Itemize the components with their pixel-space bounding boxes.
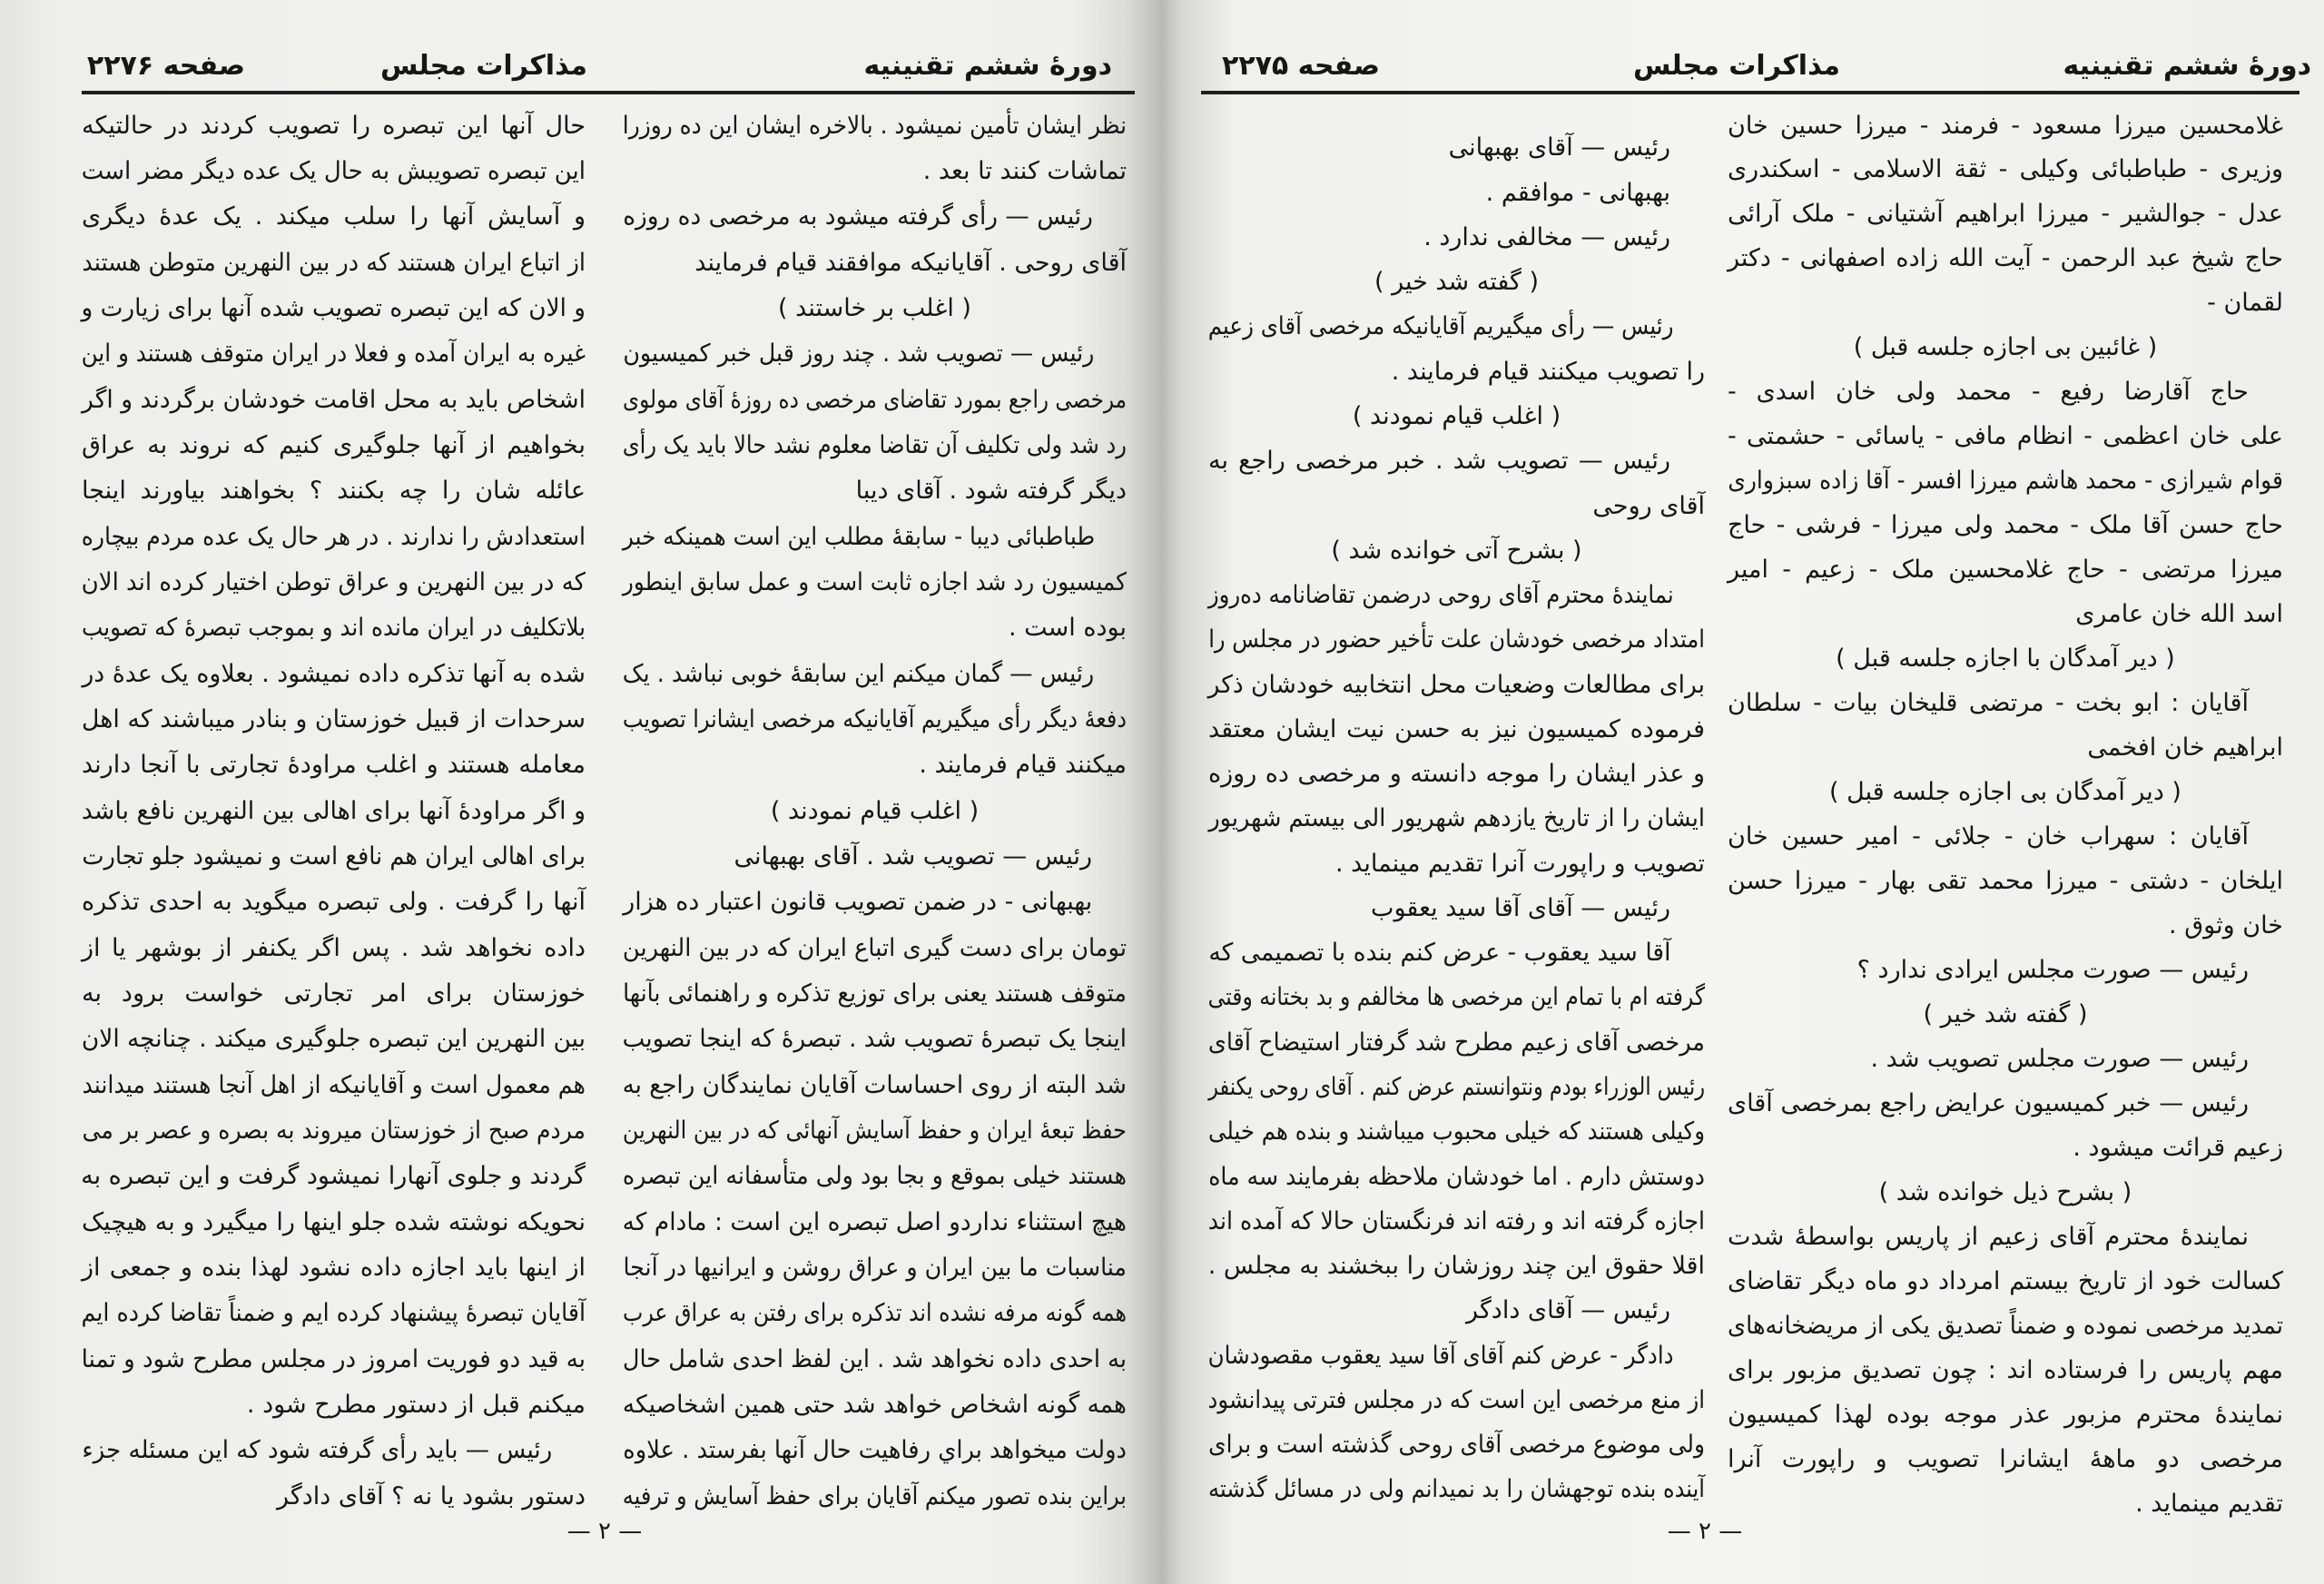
text-line: از منع مرخصی این است که در مجلس فترتی پیدانشود — [1207, 1385, 1705, 1414]
text-line: اینجا یک تبصرهٔ تصویب شد . تبصرهٔ که اینجا تصویب — [622, 1025, 1127, 1054]
paragraph — [1208, 304, 1705, 394]
text-line: اجازه گرفته اند و رفته اند فرنگستان حالا که آمده اند — [1207, 1206, 1705, 1235]
text-line: به احدی داده نخواهد شد . این لفظ احدی شامل حال — [622, 1344, 1127, 1373]
text-line: مرخصی آقای زعیم مطرح شد گرفتار استیضاح آقای — [1207, 1028, 1705, 1057]
stage-note: ( دیر آمدگان با اجازه جلسه قبل ) — [1836, 644, 2175, 674]
header-rule — [1201, 91, 2299, 94]
stage-note: ( بشرح آتی خوانده شد ) — [1331, 536, 1582, 565]
text-line: رئیس — مخالفی ندارد . — [1423, 222, 1670, 251]
text-line: از اینها باید اجازه داده نشود لهذا بنده و جمعی از — [82, 1254, 586, 1282]
paragraph — [82, 1428, 586, 1520]
text-column-right — [1728, 104, 2283, 1527]
text-line: طباطبائی دیبا - سابقهٔ مطلب این است همینکه خبر — [622, 522, 1096, 551]
text-line: معامله هستند و اغلب مراودهٔ تجارتی با آنجا دارند — [82, 751, 586, 780]
text-line: رئیس — صورت مجلس تصویب شد . — [1870, 1044, 2249, 1073]
page-number-label: صفحه ۲۲۷۶ — [86, 50, 245, 82]
text-line: بلاتکلیف در ایران مانده اند و بموجب تبصرهٔ که تصویب — [82, 614, 586, 643]
text-line: میکنم قبل از دستور مطرح شود . — [246, 1390, 586, 1419]
text-line: تقدیم مینماید . — [2135, 1489, 2283, 1518]
text-line: و الان که این تبصره تصویب شده آنها برای زیارت و — [81, 294, 586, 323]
text-line: سرحدات از قبیل خوزستان و بنادر میباشند که اهل — [81, 705, 586, 734]
text-line: رئیس — باید رأی گرفته شود که این مسئله جزء — [82, 1436, 553, 1465]
text-line: دیگر گرفته شود . آقای دیبا — [855, 477, 1127, 506]
text-line: مناسبات ما بین ایران و عراق روشن و ایرانیها در آنجا — [623, 1254, 1127, 1282]
text-line: ابراهیم خان افخمی — [2087, 733, 2283, 762]
text-line: رئیس — رأی میگیریم آقایانیکه مرخصی آقای زعیم — [1207, 312, 1674, 341]
text-line: تماشات کنند تا بعد . — [922, 157, 1127, 186]
text-line: رئیس — آقای آقا سید یعقوب — [1371, 893, 1670, 922]
text-line: بوده است . — [1008, 614, 1127, 643]
paragraph — [623, 515, 1127, 652]
text-line: آینده بنده توجهشان را بد نمیدانم ولی در مسائل گذشته — [1208, 1475, 1705, 1504]
text-line: رئیس — تصویب شد . خبر مرخصی راجع به — [1208, 447, 1670, 476]
paragraph — [623, 194, 1127, 286]
text-line: بهبهانی - موافقم . — [1485, 178, 1670, 207]
text-line: ولی موضوع مرخصی آقای روحی گذشته است و برای — [1208, 1431, 1705, 1460]
text-line: این تبصره تصویبش به حال یک عده دیگر مضر است — [81, 157, 586, 186]
paragraph — [1208, 171, 1705, 215]
text-line: تومان برای دست گیری اتباع ایران که در بین النهرین — [622, 933, 1127, 962]
text-line: اشخاص باید به محل اقامت خودشان برگردند و اگر — [82, 385, 586, 414]
text-line: رئیس الوزراء بودم ونتوانستم عرض کنم . آقای روحی یکنفر — [1208, 1072, 1705, 1101]
text-line: شد البته از روی احساسات آقایان نمایندگان راجع به — [622, 1070, 1127, 1099]
footer-page-number: — ۲ — — [1667, 1518, 1743, 1545]
paragraph — [1728, 1038, 2283, 1082]
paragraph — [1208, 438, 1705, 528]
text-line: مردم صبح از خوزستان میروند به بصره و عصر بر می — [82, 1117, 586, 1146]
paragraph — [1208, 1288, 1705, 1333]
text-line: زعیم قرائت میشود . — [2073, 1133, 2283, 1162]
paragraph — [1208, 573, 1705, 886]
text-line: قوام شیرازی - محمد هاشم میرزا افسر - آقا زاده سبزواری — [1728, 467, 2283, 496]
text-line: مرخصی راجع بمورد تقاضای مرخصی ده روزهٔ آقای مولوی — [623, 385, 1127, 414]
text-line: دولت میخواهد براي رفاهیت حال آنها بفرستد . علاوه — [623, 1436, 1127, 1465]
paragraph — [623, 331, 1127, 514]
text-line: و عذر ایشان را موجه دانسته و مرخصی ده روزه — [1208, 760, 1705, 789]
text-line: رئیس — صورت مجلس ایرادی ندارد ؟ — [1856, 955, 2249, 984]
stage-note: ( بشرح ذیل خوانده شد ) — [1878, 1177, 2132, 1206]
text-line: رئیس — آقای بهبهانی — [1448, 133, 1670, 162]
text-line: آقای روحی . آقایانیکه موافقند قیام فرمایند — [694, 248, 1127, 277]
paragraph — [1208, 1333, 1705, 1512]
paragraph — [1728, 104, 2283, 327]
text-line: رد شد ولی تکلیف آن تقاضا معلوم نشد حالا باید یک رأی — [622, 431, 1127, 460]
text-column-left — [82, 103, 586, 1520]
text-line: امتداد مرخصی خودشان علت تأخیر حضور در مجلس را — [1208, 625, 1705, 654]
text-line: به قید دو فوریت امروز در مجلس مطرح شود و تمنا — [81, 1344, 586, 1373]
text-line: آقایان : ابو بخت - مرتضی قلیخان بیات - سلطان — [1728, 689, 2249, 718]
stage-note: ( گفته شد خیر ) — [1374, 268, 1540, 297]
paragraph — [1208, 215, 1705, 260]
text-line: نظر ایشان تأمین نمیشود . بالاخره ایشان این ده روزرا — [622, 111, 1127, 140]
text-line: که در بین النهرین و عراق توطن اختیار کرده اند الان — [81, 568, 586, 597]
paragraph — [623, 880, 1127, 1520]
text-line: دادگر - عرض کنم آقای آقا سید یعقوب مقصودشان — [1207, 1341, 1674, 1370]
text-line: وکیلی هستند که خیلی محبوب میباشند و بنده هم خیلی — [1208, 1117, 1705, 1146]
text-line: رئیس — رأی گرفته میشود به مرخصی ده روزه — [623, 202, 1093, 231]
paragraph — [1208, 930, 1705, 1288]
text-line: خان وثوق . — [2169, 910, 2283, 940]
text-column-right — [623, 103, 1127, 1520]
text-line: دوستش دارم . اما خودشان ملاحظه بفرمایند سه ماه — [1208, 1162, 1705, 1191]
text-line: نمایندهٔ محترم مزبور عذر موجه بوده لهذا کمیسیون — [1728, 1400, 2283, 1429]
paragraph — [623, 834, 1127, 880]
text-line: کسالت خود از تاریخ بیستم امرداد دو ماه دیگر تقاضای — [1728, 1266, 2283, 1295]
text-line: گردند و جلوی آنهارا نمیشود گرفت و این تبصره به — [81, 1162, 586, 1191]
text-line: خوزستان برای امر تجارتی خواست برود به — [82, 979, 586, 1008]
text-line: حاج حسن آقا ملک - محمد ولی میرزا - فرشی - حاج — [1728, 511, 2283, 540]
page-2275 — [1162, 0, 2324, 1584]
paragraph — [623, 652, 1127, 789]
paragraph — [1728, 949, 2283, 993]
text-line: تصویب و راپورت آنرا تقدیم مینماید . — [1334, 849, 1705, 878]
text-line: حال آنها این تبصره را تصویب کردند در حالتیکه — [82, 111, 586, 140]
text-line: غیره به ایران آمده و فعلا در ایران متوقف هستند و این — [81, 339, 586, 369]
text-line: بخواهیم از آنها جلوگیری کنیم که نروند به عراق — [82, 431, 586, 460]
stage-note: ( دیر آمدگان بی اجازه جلسه قبل ) — [1829, 778, 2181, 807]
text-line: هیچ استثناء نداردو اصل تبصره این است : مادام که — [622, 1207, 1127, 1236]
text-line: آقای روحی — [1592, 491, 1705, 520]
text-line: آقایان : سهراب خان - جلائی - امیر حسین خان — [1728, 822, 2249, 851]
paragraph — [1728, 1215, 2283, 1527]
text-line: را تصویب میکنند قیام فرمایند . — [1391, 357, 1705, 386]
text-line: مرخصی دو ماههٔ ایشانرا تصویب و راپورت آنرا — [1728, 1444, 2283, 1473]
stage-note: ( گفته شد خیر ) — [1923, 999, 2088, 1028]
text-line: آنها را گرفت . ولی تبصره میگوید به احدی تذکره — [82, 888, 586, 917]
text-line: اقلا حقوق این چند روزشان را ببخشند به مجلس . — [1207, 1252, 1705, 1281]
paragraph — [1208, 886, 1705, 930]
text-line: رئیس — تصویب شد . آقای بهبهانی — [734, 842, 1092, 871]
text-line: و آسایش آنها را سلب میکند . یک عدهٔ دیگری — [82, 202, 586, 231]
text-line: بهبهانی - در ضمن تصویب قانون اعتبار ده هزار — [623, 888, 1093, 917]
text-line: حاج شیخ عبد الرحمن - آیت الله زاده اصفهانی - دکتر — [1728, 244, 2283, 273]
stage-note: ( اغلب بر خاستند ) — [778, 294, 971, 323]
text-line: مهم پاریس را فرستاده اند : چون تصدیق مزبور برای — [1728, 1355, 2283, 1384]
session-label: دورهٔ ششم تقنینیه — [863, 50, 1112, 82]
text-line: هستند خیلی بموقع و بجا بود ولی متأسفانه این تبصره — [622, 1162, 1127, 1191]
text-line: همه گونه اشخاص خواهد شد حتی همین اشخاصیکه — [622, 1390, 1127, 1419]
text-line: وزیری - طباطبائی وکیلی - ثقة الاسلامی - اسکندری — [1728, 155, 2283, 184]
paragraph — [82, 103, 586, 1429]
text-line: برای مطالعات وضعیات محل انتخابیه خودشان ذکر — [1207, 670, 1705, 699]
text-line: داده نخواهد شد . پس اگر یکنفر از بوشهر یا از — [82, 933, 586, 962]
text-line: دستور بشود یا نه ؟ آقای دادگر — [277, 1481, 586, 1510]
text-line: میکنند قیام فرمایند . — [919, 751, 1127, 780]
paragraph — [623, 103, 1127, 195]
text-line: عائله شان را چه بکنند ؟ بخواهند بیاورند اینجا — [82, 477, 586, 506]
text-line: رئیس — آقای دادگر — [1466, 1296, 1670, 1325]
paragraph — [1208, 125, 1705, 170]
text-line: برای اهالی ایران هم نافع است و نمیشود جلو تجارت — [82, 842, 586, 871]
stage-note: ( اغلب قیام نمودند ) — [770, 796, 980, 825]
text-line: نمایندهٔ محترم آقای زعیم از پاریس بواسطهٔ شدت — [1728, 1222, 2249, 1251]
paragraph — [1728, 370, 2283, 637]
journal-title: مذاکرات مجلس — [1632, 50, 1840, 82]
text-line: استعدادش را ندارند . در هر حال یک عده مردم بیچاره — [81, 522, 586, 551]
text-line: اسد الله خان عامری — [2075, 600, 2283, 629]
journal-title: مذاکرات مجلس — [379, 50, 587, 82]
text-line: غلامحسین میرزا مسعود - فرمند - میرزا حسین خان — [1728, 111, 2283, 140]
text-line: دفعهٔ دیگر رأی میگیریم آقایانیکه مرخصی ایشانرا تصویب — [622, 705, 1127, 734]
paragraph — [1728, 815, 2283, 949]
text-line: میرزا مرتضی - حاج غلامحسین ملک - زعیم - امیر — [1728, 556, 2283, 585]
text-line: تمدید مرخصی نموده و ضمناً تصدیق یکی از مریضخانه‌های — [1728, 1311, 2283, 1340]
text-line: حفظ تبعهٔ ایران و حفظ آسایش آنهائی که در بین النهرین — [622, 1117, 1127, 1146]
text-line: گرفته ام با تمام این مرخصی ها مخالفم و بد بختانه وقتی — [1207, 983, 1705, 1012]
text-line: ایشان را از تاریخ یازدهم شهریور الی بیستم شهریور — [1208, 804, 1705, 833]
header-rule — [82, 91, 1135, 94]
stage-note: ( غائبین بی اجازه جلسه قبل ) — [1853, 333, 2158, 362]
text-line: براین بنده تصور میکنم آقایان برای حفظ آسایش و ترفیه — [622, 1481, 1127, 1510]
text-line: نمایندهٔ محترم آقای روحی درضمن تقاضانامه ده‌روز — [1207, 581, 1674, 610]
paragraph — [1728, 1082, 2283, 1171]
text-line: حاج آقارضا رفیع - محمد ولی خان اسدی - — [1728, 378, 2249, 407]
stage-note: ( اغلب قیام نمودند ) — [1352, 401, 1561, 430]
text-line: از اتباع ایران هستند که در بین النهرین متوطن هستند — [82, 248, 586, 277]
text-line: رئیس — خبر کمیسیون عرایض راجع بمرخصی آقای — [1728, 1088, 2249, 1117]
session-label: دورهٔ ششم تقنینیه — [2063, 50, 2311, 82]
text-line: لقمان - — [2207, 289, 2283, 318]
text-line: همه گونه مرفه نشده اند تذکره برای رفتن به عراق عرب — [623, 1299, 1127, 1328]
text-line: رئیس — تصویب شد . چند روز قبل خبر کمیسیون — [623, 339, 1095, 369]
text-line: هم معمول است و آقایانیکه از اهل آنجا هستند میدانند — [82, 1070, 586, 1099]
text-line: کمیسیون رد شد اجازه ثابت است و عمل سابق اینطور — [622, 568, 1127, 597]
text-line: ایلخان - دشتی - میرزا محمد تقی بهار - میرزا حسن — [1728, 866, 2283, 895]
text-line: آقایان تبصرهٔ پیشنهاد کرده ایم و ضمناً تقاضا کرده ایم — [81, 1299, 586, 1328]
text-line: و اگر مراودهٔ آنها برای اهالی بین النهرین نافع باشد — [81, 796, 586, 825]
text-line: عدل - جوالشیر - میرزا ابراهیم آشتیانی - ملک آرائی — [1728, 200, 2283, 229]
text-line: شده به آنها تذکره داده نمیشود . بعلاوه یک عدهٔ در — [82, 659, 586, 688]
text-line: رئیس — گمان میکنم این سابقهٔ خوبی نباشد . یک — [622, 659, 1095, 688]
text-line: فرموده کمیسیون نیز به حسن نیت ایشان معتقد — [1208, 714, 1705, 743]
text-column-left — [1208, 125, 1705, 1511]
page-number-label: صفحه ۲۲۷۵ — [1221, 50, 1381, 82]
text-line: علی خان اعظمی - انظام مافی - یاسائی - حشمتی - — [1728, 422, 2283, 451]
text-line: نحویکه نوشته شده جلو اینها را میگیرد و به هیچیک — [82, 1207, 586, 1236]
text-line: بین النهرین این تبصره جلوگیری میکند . چنانچه الان — [81, 1025, 586, 1054]
text-line: متوقف هستند یعنی برای توزیع تذکره و راهنمائی بآنها — [623, 979, 1127, 1008]
paragraph — [1728, 682, 2283, 771]
text-line: آقا سید یعقوب - عرض کنم بنده با تصمیمی که — [1208, 939, 1671, 968]
footer-page-number: — ۲ — — [566, 1518, 643, 1545]
